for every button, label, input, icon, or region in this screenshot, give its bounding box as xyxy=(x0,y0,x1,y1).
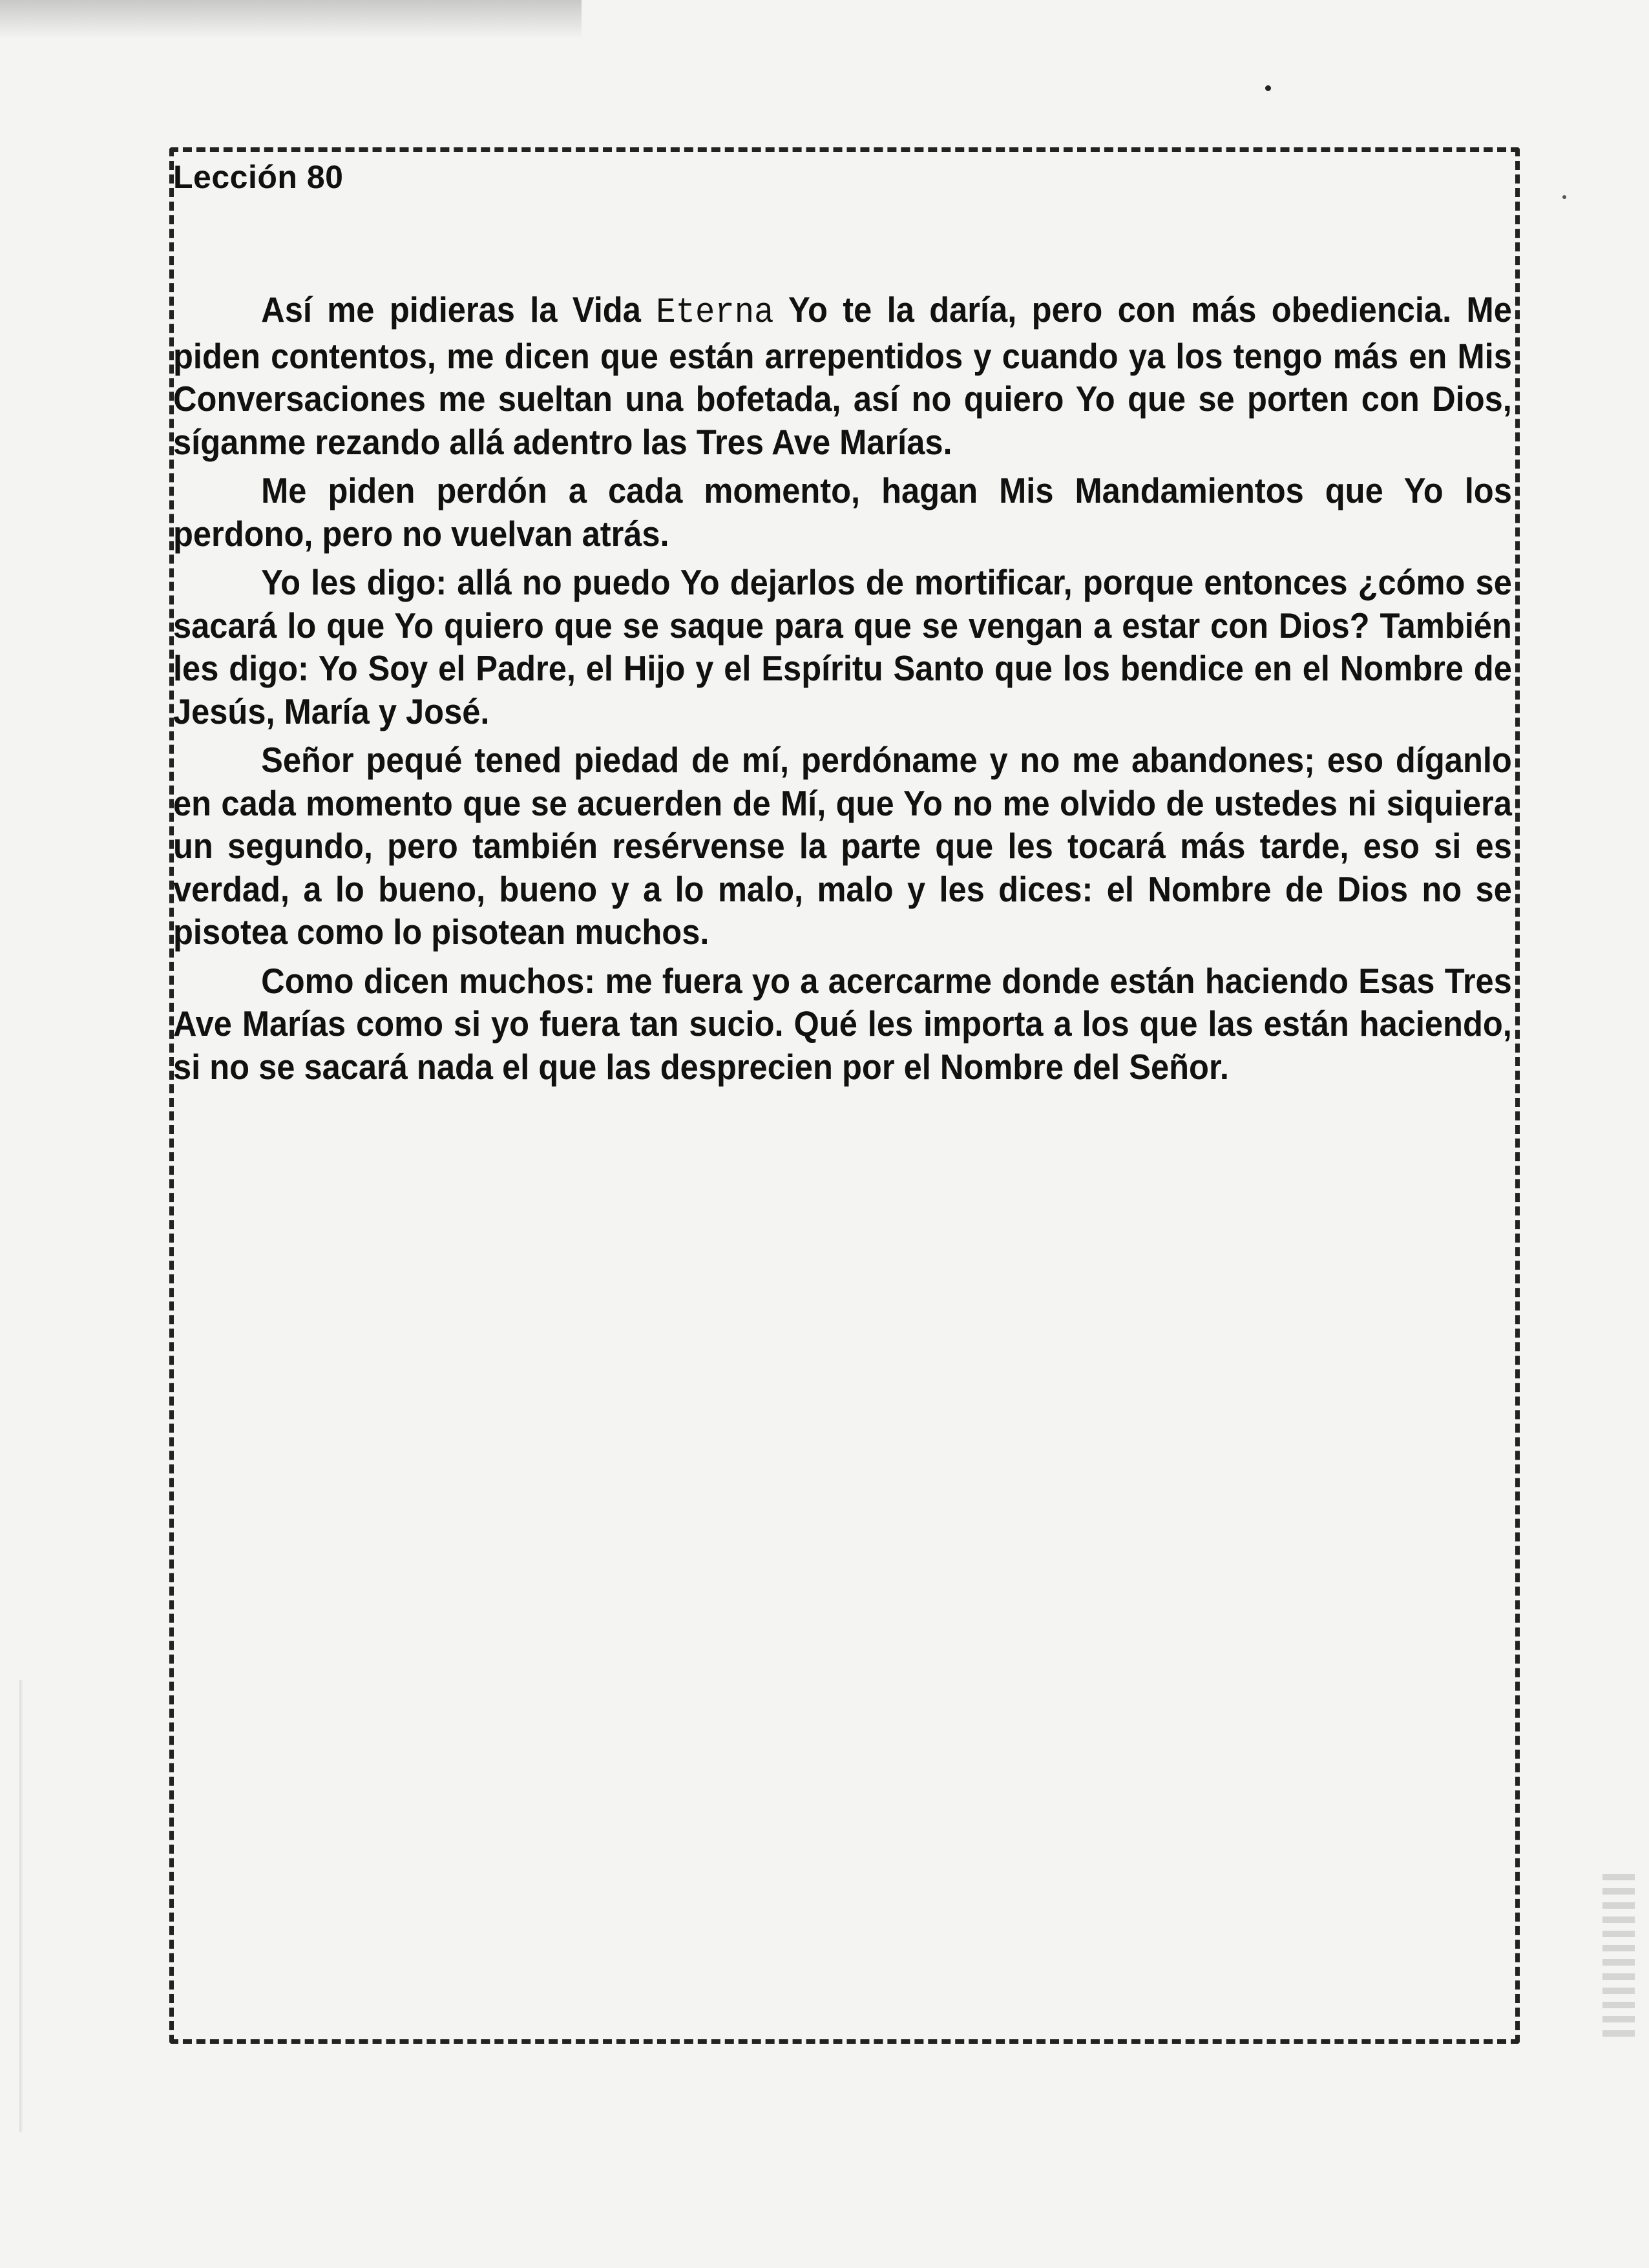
paragraph-3: Yo les digo: allá no puedo Yo dejarlos de mortificar, porque entonces ¿cómo se sacará lo que Yo quiero que se saque para que se vengan a estar con Dios? También les digo: Yo Soy el Padre, el Hijo y el Espíritu Santo que los bendice en el Nombre de Jesús, María y José. xyxy=(173,562,1512,731)
eterna-word: Eterna xyxy=(656,292,774,333)
speck xyxy=(1265,85,1271,91)
paragraph-1 xyxy=(173,288,1512,463)
scan-shadow xyxy=(0,0,582,39)
speck xyxy=(1562,195,1566,199)
paragraph-4: Señor pequé tened piedad de mí, perdóname y no me abandones; eso díganlo en cada momento que se acuerden de Mí, que Yo no me olvido de ustedes ni siquiera un segundo, pero también resérvense la parte que les tocará más tarde, eso si es verdad, a lo bueno, bueno y a lo malo, malo y les dices: el Nombre de Dios no se pisotea como lo pisotean muchos. xyxy=(173,740,1512,952)
paragraph-1-start: Así me pidieras la Vida xyxy=(261,289,656,330)
paragraph-5: Como dicen muchos: me fuera yo a acercarme donde están haciendo Esas Tres Ave Marías como si yo fuera tan sucio. Qué les importa a los que las están haciendo, si no se sacará nada el que las desprecien por el Nombre del Señor. xyxy=(173,960,1512,1087)
paragraph-2: Me piden perdón a cada momento, hagan Mis Mandamientos que Yo los perdono, pero no vuelvan atrás. xyxy=(173,470,1512,554)
lesson-title: Lección 80 xyxy=(173,159,344,195)
paragraph-1-rest: Yo te la daría, pero con más obediencia. Me piden contentos, me dicen que están arrepentidos y cuando ya los tengo más en Mis Conversaciones me sueltan una bofetada, así no quiero Yo que se porten con Dios, síganme rezando allá adentro las Tres Ave Marías. xyxy=(173,289,1512,462)
lesson-body xyxy=(173,288,1512,1094)
scan-edge xyxy=(19,1680,23,2132)
scan-artifact xyxy=(1602,1874,1635,2042)
